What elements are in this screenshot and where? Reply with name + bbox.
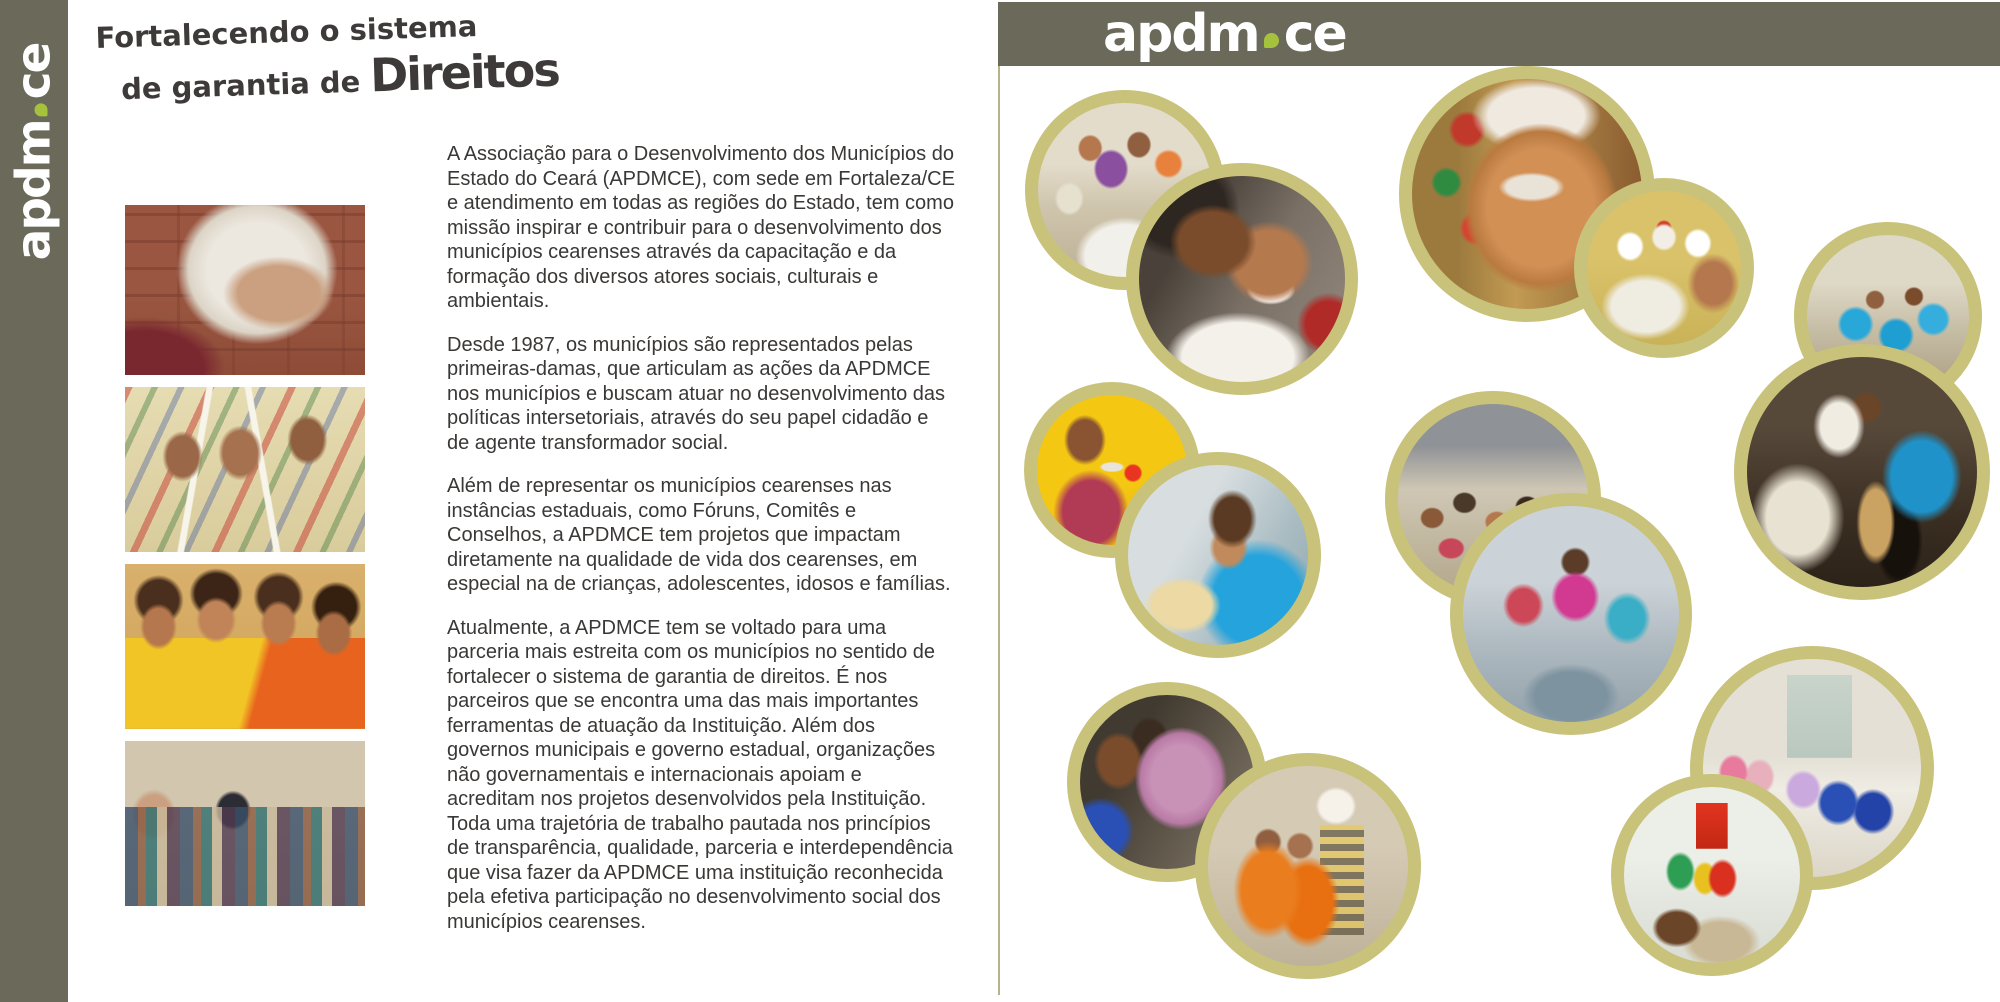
circle-photo-girls-hugging <box>1126 163 1358 395</box>
circle-photo-recycle-activity <box>1611 774 1813 976</box>
circle-photo-girls-hugging-image <box>1139 176 1345 382</box>
circle-photo-recycle-activity-image <box>1624 787 1800 963</box>
circle-photo-seniors-group-image <box>1587 191 1741 345</box>
title-line2-prefix: de garantia de <box>120 65 361 107</box>
paragraph-current: Atualmente, a APDMCE tem se voltado para uma parceria mais estreita com os municípios no sentido de fortalecer o sistema de garantia de direitos. É nos parceiros que se encontra uma das mais importantes ferramentas de atuação da Instituição. Além dos governos municipais e governo estadual, organizações não governamentais e internacionais apoiam e acreditam nos projetos desenvolvidos pela Instituição. Toda uma trajetória de trabalho pautada nos princípios de transparência, qualidade, parceria e interdependência que visa fazer da APDMCE uma instituição reconhecida pela efetiva participação no desenvolvimento social dos municípios cearenses. <box>447 616 953 933</box>
circle-photo-seniors-group <box>1574 178 1754 358</box>
circle-photo-women-exercising <box>1450 493 1692 735</box>
circle-photo-orange-kids-mascot <box>1195 753 1421 979</box>
circle-photo-orange-kids-mascot-image <box>1208 766 1408 966</box>
logo-text-apdm: apdm <box>6 120 62 261</box>
circle-photo-women-exercising-image <box>1463 506 1679 722</box>
title-line1: Fortalecendo o sistema <box>94 9 478 55</box>
circle-photo-boy-blue-reading <box>1115 452 1321 658</box>
title-emphasis: Direitos <box>369 42 560 103</box>
paragraph-representation: Além de representar os municípios cearenses nas instâncias estaduais, como Fóruns, Comitês e Conselhos, a APDMCE tem projetos que impactam diretamente na qualidade de vida dos cearenses, em especial na de crianças, adolescentes, idosos e famílias. <box>447 475 951 595</box>
circle-photo-drummers <box>1734 344 1990 600</box>
circle-photo-drummers-image <box>1747 357 1977 587</box>
circle-photo-boy-blue-reading-image <box>1128 465 1308 645</box>
paragraph-history: Desde 1987, os municípios são representados pelas primeiras-damas, que articulam as ações da APDMCE nos municípios e buscam atuar no desenvolvimento das políticas intersetoriais, através do seu papel cidadão e de agente transformador social. <box>447 333 946 454</box>
logo-text-ce: ce <box>1283 4 1346 64</box>
logo-text-apdm: apdm <box>1103 4 1259 64</box>
logo-text-ce: ce <box>6 43 62 100</box>
paragraph-mission: A Associação para o Desenvolvimento dos Municípios do Estado do Ceará (APDMCE), com sede em Fortaleza/CE e atendimento em todas as regiões do Estado, tem como missão inspirar e contribuir para o desenvolvimento dos municípios cearenses através da capacitação e da formação dos diversos atores sociais, culturais e ambientais. <box>447 143 955 312</box>
